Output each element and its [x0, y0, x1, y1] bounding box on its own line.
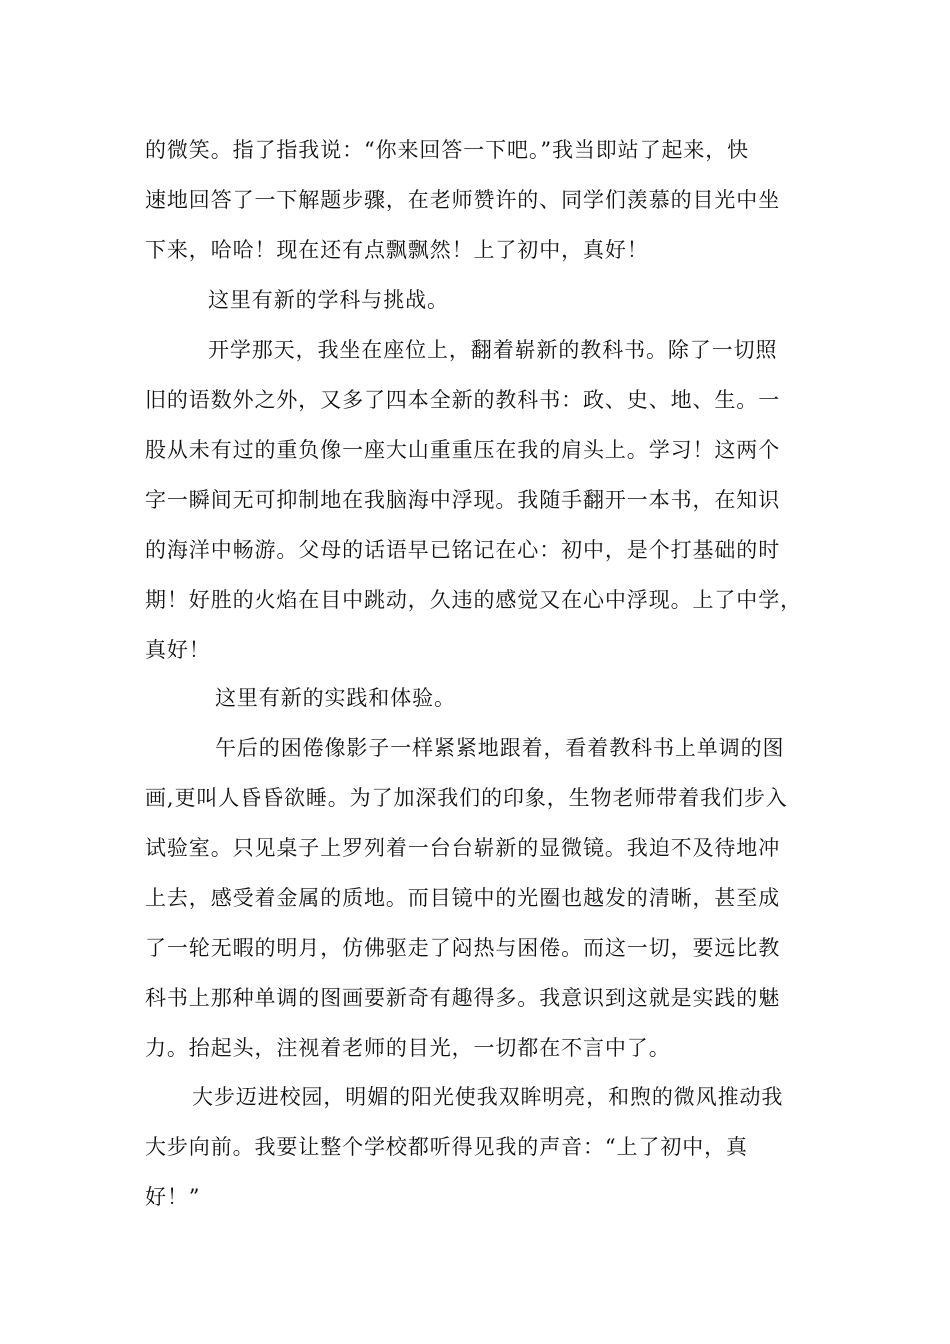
text-line: 速地回答了一下解题步骤，在老师赞许的、同学们羡慕的目光中坐 [145, 188, 781, 212]
text-line: 画,更叫人昏昏欲睡。为了加深我们的印象，生物老师带着我们步入 [145, 786, 788, 810]
text-line: 力。抬起头，注视着老师的目光，一切都在不言中了。 [145, 1036, 671, 1060]
text-line: 期！好胜的火焰在目中跳动，久违的感觉又在心中浮现。上了中学， [145, 588, 802, 612]
text-line: 这里有新的实践和体验。 [215, 686, 456, 710]
text-line: 字一瞬间无可抑制地在我脑海中浮现。我随手翻开一本书，在知识 [145, 488, 781, 512]
text-line: 真好！ [145, 638, 211, 662]
text-line: 旧的语数外之外，又多了四本全新的教科书：政、史、地、生。一 [145, 388, 781, 412]
text-line: 这里有新的学科与挑战。 [208, 288, 449, 312]
text-line: 午后的困倦像影子一样紧紧地跟着，看着教科书上单调的图 [215, 736, 785, 760]
text-line: 下来，哈哈！现在还有点飘飘然！上了初中，真好！ [145, 238, 649, 262]
text-line: 科书上那种单调的图画要新奇有趣得多。我意识到这就是实践的魅 [145, 986, 781, 1010]
text-line: 开学那天，我坐在座位上，翻着崭新的教科书。除了一切照 [208, 338, 778, 362]
text-line: 股从未有过的重负像一座大山重重压在我的肩头上。学习！这两个 [145, 438, 781, 462]
text-line: 试验室。只见桌子上罗列着一台台崭新的显微镜。我迫不及待地冲 [145, 836, 781, 860]
text-line: 的微笑。指了指我说：“你来回答一下吧。”我当即站了起来，快 [145, 138, 750, 162]
text-line: 大步向前。我要让整个学校都听得见我的声音：“上了初中，真 [145, 1135, 748, 1159]
text-line: 好！” [145, 1185, 201, 1209]
text-line: 上去，感受着金属的质地。而目镜中的光圈也越发的清晰，甚至成 [145, 886, 781, 910]
text-line: 的海洋中畅游。父母的话语早已铭记在心：初中，是个打基础的时 [145, 538, 781, 562]
text-line: 了一轮无暇的明月，仿佛驱走了闷热与困倦。而这一切，要远比教 [145, 936, 781, 960]
text-line: 大步迈进校园，明媚的阳光使我双眸明亮，和煦的微风推动我 [192, 1085, 784, 1109]
